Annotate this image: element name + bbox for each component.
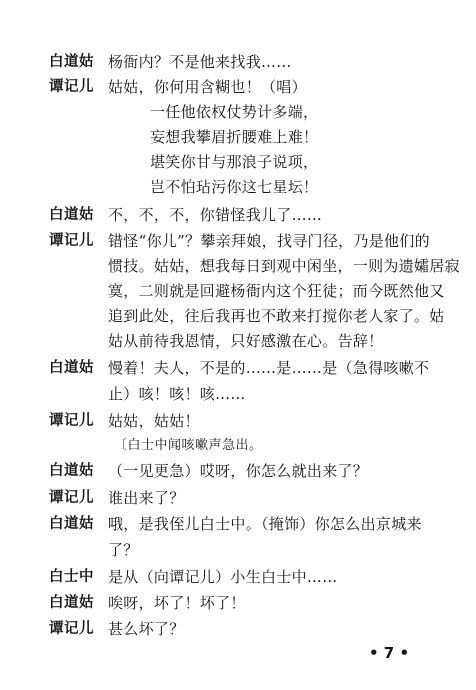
speaker-name: 谭记儿 bbox=[49, 621, 94, 637]
dialogue-line: 追到此处，往后我再也不敢来打搅你老人家了。姑 bbox=[108, 307, 445, 325]
speaker-name: 白道姑 bbox=[49, 54, 94, 70]
verse-line: 一任他依权仗势计多端， bbox=[150, 103, 319, 121]
speaker-name: 白士中 bbox=[49, 569, 94, 585]
verse-line: 岂不怕玷污你这七星坛！ bbox=[150, 178, 319, 196]
dialogue-line: 甚么坏了？ bbox=[108, 620, 185, 638]
dialogue-line: 是从（向谭记儿）小生白士中…… bbox=[108, 568, 338, 586]
speaker-name: 白道姑 bbox=[49, 207, 94, 223]
dialogue-line: 寞，二则就是回避杨衙内这个狂徒；而今既然他又 bbox=[108, 282, 445, 300]
speaker-name: 白道姑 bbox=[49, 463, 94, 479]
dialogue-line: 姑姑，你何用含糊也！（唱） bbox=[108, 78, 307, 96]
dialogue-line: 谁出来了？ bbox=[108, 489, 185, 507]
page-number: • 7 • bbox=[369, 644, 410, 662]
speaker-name: 谭记儿 bbox=[49, 233, 94, 249]
dialogue-line: 惯技。姑姑，想我每日到观中闲坐，一则为遗孀居寂 bbox=[108, 257, 460, 275]
dialogue-line: 唉呀，坏了！坏了！ bbox=[108, 594, 246, 612]
dialogue-line: 哦，是我侄儿白士中。（掩饰）你怎么出京城来 bbox=[108, 515, 422, 533]
speaker-name: 白道姑 bbox=[49, 595, 94, 611]
speaker-name: 白道姑 bbox=[49, 516, 94, 532]
verse-line: 妄想我攀眉折腰难上难！ bbox=[150, 128, 319, 146]
dialogue-line: 姑从前待我恩情，只好感激在心。告辞！ bbox=[108, 332, 384, 350]
speaker-name: 谭记儿 bbox=[49, 490, 94, 506]
speaker-name: 谭记儿 bbox=[49, 413, 94, 429]
dialogue-line: 慢着！夫人，不是的……是……是（急得咳嗽不 bbox=[108, 359, 430, 377]
dialogue-line: 姑姑，姑姑！ bbox=[108, 412, 200, 430]
dialogue-line: 杨衙内？不是他来找我…… bbox=[108, 53, 292, 71]
dialogue-line: 止）咳！咳！咳…… bbox=[108, 385, 246, 403]
dialogue-line: 不，不，不，你错怪我儿了…… bbox=[108, 206, 323, 224]
verse-line: 堪笑你甘与那浪子说项， bbox=[150, 153, 319, 171]
stage-direction: 〔白士中闻咳嗽声急出。 bbox=[114, 438, 263, 453]
dialogue-line: （一见更急）哎呀，你怎么就出来了？ bbox=[108, 462, 369, 480]
dialogue-line: 了？ bbox=[108, 541, 139, 559]
speaker-name: 白道姑 bbox=[49, 360, 94, 376]
speaker-name: 谭记儿 bbox=[49, 79, 94, 95]
dialogue-line: 错怪“你儿”？攀亲拜娘，找寻门径，乃是他们的 bbox=[108, 232, 430, 250]
